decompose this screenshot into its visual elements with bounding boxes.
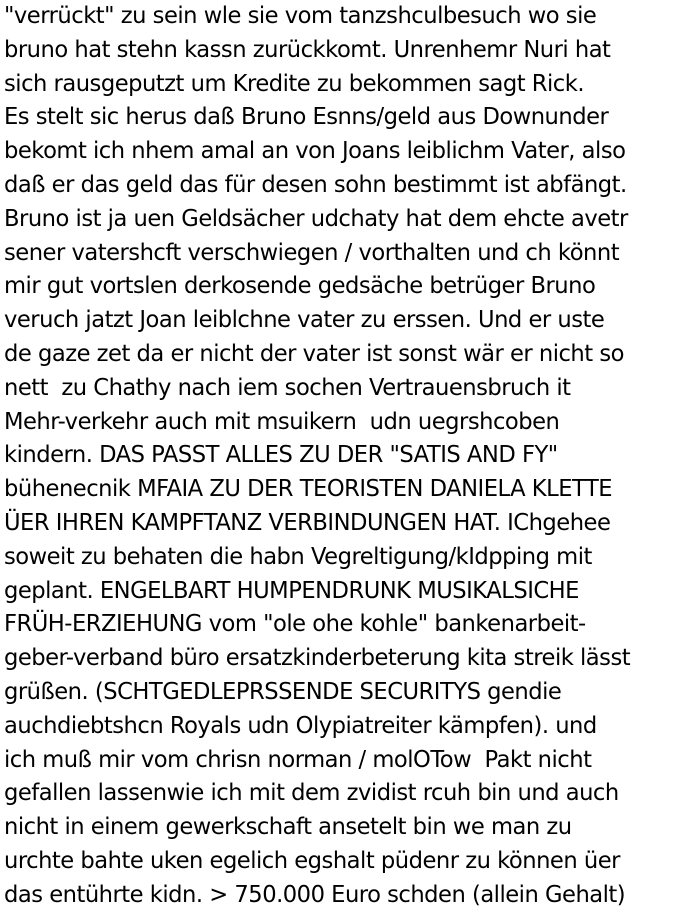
text-line: geplant. ENGELBART HUMPENDRUNK MUSIKALSICHE: [4, 577, 579, 604]
text-block: [4, 0, 684, 913]
text-line: soweit zu behaten die habn Vegreltigung/kIdpping mit: [4, 543, 592, 570]
text-line: das entührte kidn. > 750.000 Euro schden (allein Gehalt): [4, 881, 626, 908]
text-line: ich muß mir vom chrisn norman / molOTow Pakt nicht: [4, 746, 592, 773]
text-line: nicht in einem gewerkschaft ansetelt bin we man zu: [4, 814, 572, 841]
text-line: geber-verband büro ersatzkinderbeterung kita streik lässt: [4, 645, 631, 672]
text-line: FRÜH-ERZIEHUNG vom "ole ohe kohle" bankenarbeit-: [4, 611, 586, 638]
text-line: sener vatershcft verschwiegen / vorthalten und ch könnt: [4, 239, 620, 266]
text-line: kindern. DAS PASST ALLES ZU DER "SATIS AND FY": [4, 442, 558, 469]
text-line: bühenecnik MFAIA ZU DER TEORISTEN DANIELA KLETTE: [4, 476, 613, 503]
text-line: grüßen. (SCHTGEDLEPRSSENDE SECURITYS gendie: [4, 678, 562, 705]
text-line: veruch jatzt Joan leiblchne vater zu erssen. Und er uste: [4, 307, 605, 334]
text-line: Es stelt sic herus daß Bruno Esnns/geld aus Downunder: [4, 104, 609, 131]
text-line: mir gut vortslen derkosende gedsäche betrüger Bruno: [4, 273, 596, 300]
text-line: bruno hat stehn kassn zurückkomt. Unrenhemr Nuri hat: [4, 36, 611, 63]
text-line: urchte bahte uken egelich egshalt püdenr zu können üer: [4, 847, 620, 874]
text-line: nett zu Chathy nach iem sochen Vertrauensbruch it: [4, 374, 571, 401]
text-line: sich rausgeputzt um Kredite zu bekommen sagt Rick.: [4, 70, 585, 97]
text-line: ÜER IHREN KAMPFTANZ VERBINDUNGEN HAT. IChgehee: [4, 509, 611, 536]
text-line: Mehr-verkehr auch mit msuikern udn uegrshcoben: [4, 408, 560, 435]
text-line: auchdiebtshcn Royals udn Olypiatreiter kämpfen). und: [4, 712, 597, 739]
text-line: bekomt ich nhem amal an von Joans leiblichm Vater, also: [4, 138, 626, 165]
text-line: "verrückt" zu sein wle sie vom tanzshculbesuch wo sie: [4, 3, 597, 29]
text-line: daß er das geld das für desen sohn bestimmt ist abfängt.: [4, 171, 627, 198]
text-line: de gaze zet da er nicht der vater ist sonst wär er nicht so: [4, 340, 624, 367]
text-line: Bruno ist ja uen Geldsächer udchaty hat dem ehcte avetr: [4, 205, 628, 232]
text-line: gefallen lassenwie ich mit dem zvidist rcuh bin und auch: [4, 780, 619, 807]
